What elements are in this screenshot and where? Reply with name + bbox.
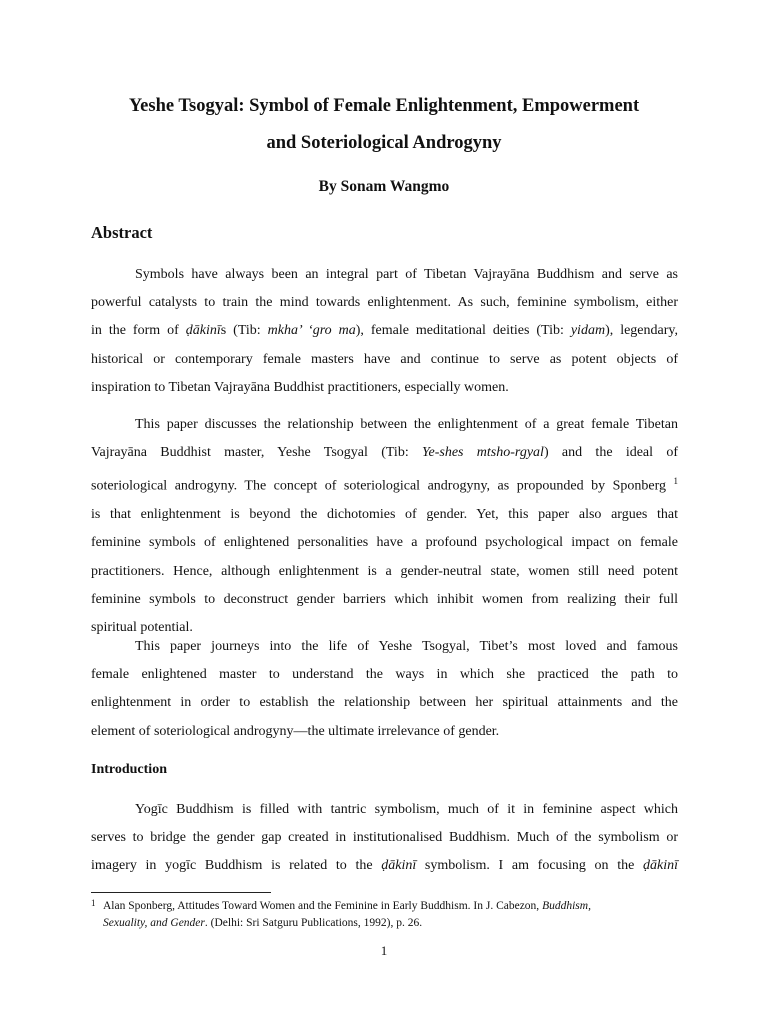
text-line: imagery in yogīc Buddhism is related to the ḍākinī symbolism. I am focusing on the ḍākinī [91, 858, 678, 874]
book-title: Buddhism, [542, 900, 591, 912]
introduction-heading: Introduction [91, 762, 167, 777]
text-line: female enlightened master to understand the ways in which she practiced the path to [91, 667, 678, 683]
text-line: powerful catalysts to train the mind towards enlightenment. As such, feminine symbolism, either [91, 295, 678, 311]
footnote-text: Alan Sponberg, Attitudes Toward Women and the Feminine in Early Buddhism. In J. Cabezon, Buddhism, Sexuality, and Gender. (Delhi: Sri Satguru Publications, 1992), p. 26. [103, 900, 591, 929]
term-dakini: ḍākinī [643, 858, 678, 874]
text-line: soteriological androgyny. The concept of soteriological androgyny, as propounded by Sponberg $^1$ [91, 476, 678, 495]
text-line: feminine symbols to deconstruct gender barriers which inhibit women from realizing their full [91, 591, 678, 607]
text-line: feminine symbols of enlightened personalities have a profound psychological impact on female [91, 535, 678, 551]
text-line: This paper journeys into the life of Yeshe Tsogyal, Tibet’s most loved and famous [135, 639, 678, 654]
term-tibetan-name: Ye-shes mtsho-rgyal [422, 445, 544, 461]
text-line: enlightenment in order to establish the relationship between her spiritual attainments and the [91, 695, 678, 711]
abstract-heading: Abstract [91, 223, 153, 242]
text-line: in the form of ḍākinīs (Tib: mkha’ ‘gro ma), female meditational deities (Tib: yidam), legendary, [91, 323, 678, 339]
abstract-paragraph-3 [91, 633, 678, 746]
text-line: historical or contemporary female masters have and continue to serve as potent objects of [91, 351, 678, 367]
text-line: This paper discusses the relationship between the enlightenment of a great female Tibetan [135, 417, 678, 432]
text-line: is that enlightenment is beyond the dichotomies of gender. Yet, this paper also argues that [91, 507, 678, 523]
footnote [91, 898, 681, 932]
abstract-paragraph-1 [91, 261, 678, 402]
page-number: 1 [380, 943, 388, 958]
term-dakini: ḍākinī [381, 858, 417, 874]
text-line: serves to bridge the gender gap created in institutionalised Buddhism. Much of the symbolism or [91, 830, 678, 846]
abstract-paragraph-2 [91, 411, 678, 642]
paper-title-line-2: and Soteriological Androgyny [266, 133, 502, 153]
text-line: spiritual potential. [91, 620, 193, 636]
term-yidam: yidam [570, 323, 606, 339]
text-line: Vajrayāna Buddhist master, Yeshe Tsogyal (Tib: Ye-shes mtsho-rgyal) and the ideal of [91, 445, 678, 461]
term-tibetan: mkha’ ‘gro ma [267, 323, 356, 339]
paper-title-line-1: Yeshe Tsogyal: Symbol of Female Enlightenment, Empowerment [128, 96, 640, 116]
text-line: element of soteriological androgyny—the ultimate irrelevance of gender. [91, 723, 500, 739]
footnote-divider [91, 892, 271, 893]
author-byline: By Sonam Wangmo [318, 178, 450, 195]
introduction-paragraph-1 [91, 796, 678, 881]
footnote-reference[interactable]: 1 [673, 476, 678, 487]
text-line: Symbols have always been an integral part of Tibetan Vajrayāna Buddhism and serve as [135, 267, 678, 282]
footnote-mark: 1 [91, 898, 96, 908]
text-line: practitioners. Hence, although enlightenment is a gender-neutral state, women still need potent [91, 563, 678, 579]
book-title: Sexuality, and Gender [103, 917, 205, 929]
term-dakini: ḍākinī [185, 323, 221, 339]
text-line: inspiration to Tibetan Vajrayāna Buddhist practitioners, especially women. [91, 379, 509, 395]
text-line: Yogīc Buddhism is filled with tantric symbolism, much of it in feminine aspect which [135, 802, 678, 817]
